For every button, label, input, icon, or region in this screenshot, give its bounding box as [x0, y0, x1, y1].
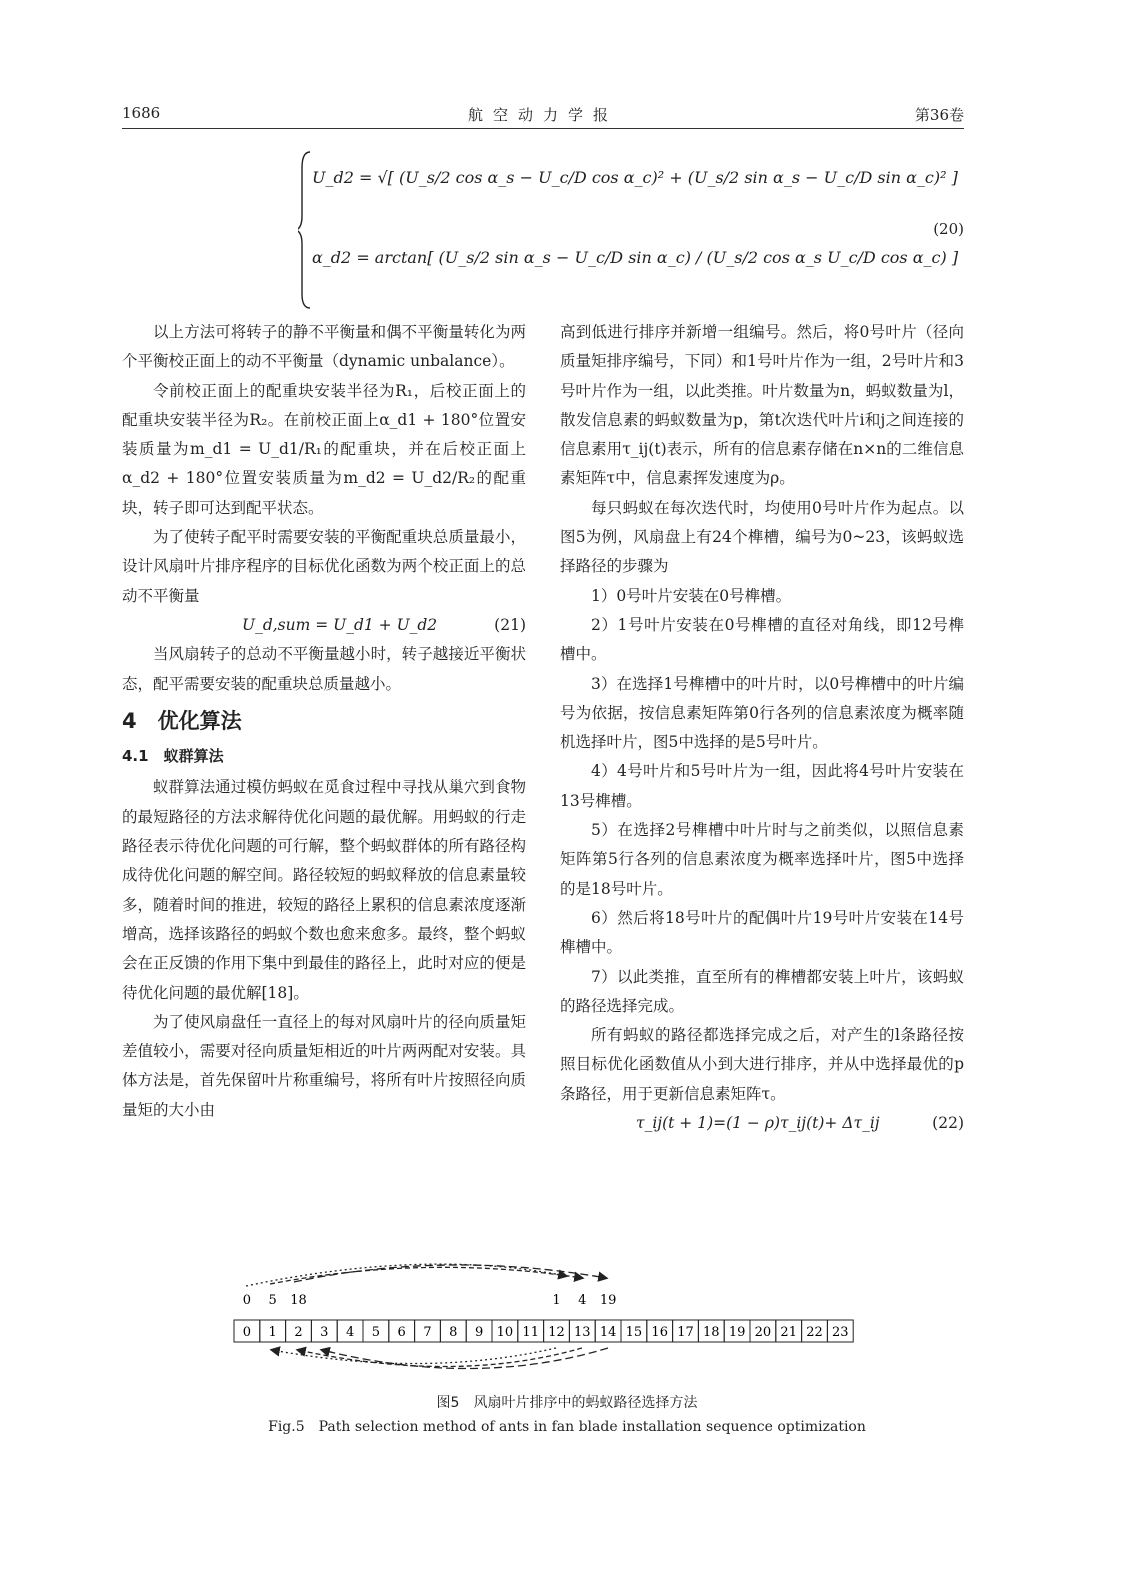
slot-label: 21 — [780, 1325, 797, 1340]
slot-label: 14 — [599, 1325, 617, 1340]
slot-label: 4 — [345, 1325, 355, 1340]
equation-22-body: τ_ij(t + 1)=(1 − ρ)τ_ij(t)+ Δτ_ij — [636, 1114, 880, 1133]
paragraph: 以上方法可将转子的静不平衡量和偶不平衡量转化为两个平衡校正面上的动不平衡量（dynamic unbalance）。 — [122, 323, 526, 371]
slot-row — [234, 1320, 853, 1342]
top-label-group — [243, 1293, 617, 1308]
slot-label: 8 — [449, 1325, 458, 1340]
slot-label: 2 — [294, 1325, 303, 1340]
top-label: 18 — [290, 1293, 307, 1308]
slot-label: 22 — [806, 1325, 823, 1340]
paragraph: 为了使风扇盘任一直径上的每对风扇叶片的径向质量矩差值较小，需要对径向质量矩相近的叶片两两配对安装。具体方法是，首先保留叶片称重编号，将所有叶片按照径向质量矩的大小由 — [122, 1012, 526, 1119]
paragraph: 令前校正面上的配重块安装半径为R₁，后校正面上的配重块安装半径为R₂。在前校正面上α_d1 + 180°位置安装质量为m_d1 = U_d1/R₁的配重块，并在后校正面上α_d2 + 180°位置安装质量为m_d2 = U_d2/R₂的配重块，转子即可达到配平状态。 — [122, 381, 526, 517]
equation-20-line-2: α_d2 = arctan[ (U_s/2 sin α_s − U_c/D sin α_c) / (U_s/2 cos α_s U_c/D cos α_c) ] — [312, 248, 959, 267]
slot-label: 17 — [677, 1325, 694, 1340]
equation-21-body: U_d,sum = U_d1 + U_d2 — [242, 615, 438, 634]
equation-20-line-1: U_d2 = √[ (U_s/2 cos α_s − U_c/D cos α_c)² + (U_s/2 sin α_s − U_c/D sin α_c)² ] — [312, 168, 958, 187]
step-item: 2）1号叶片安装在0号榫槽的直径对角线，即12号榫槽中。 — [560, 615, 964, 664]
arc-top-dotted — [246, 1264, 566, 1286]
figure-5 — [226, 1258, 866, 1398]
equation-number: (20) — [933, 220, 964, 238]
arc-bottom-dashed — [298, 1348, 582, 1367]
ant-path-diagram — [226, 1258, 866, 1388]
slot-label: 16 — [651, 1325, 668, 1340]
slot-label: 3 — [320, 1325, 329, 1340]
equation-21 — [122, 611, 526, 640]
paragraph: 高到低进行排序并新增一组编号。然后，将0号叶片（径向质量矩排序编号，下同）和1号叶片作为一组，2号叶片和3号叶片作为一组，以此类推。叶片数量为n，蚂蚁数量为l，散发信息素的蚂蚁数量为p，第t次迭代叶片i和j之间连接的信息素用τ_ij(t)表示，所有的信息素存储在n×n的二维信息素矩阵τ中，信息素挥发速度为ρ。 — [560, 323, 964, 488]
top-label: 19 — [599, 1293, 617, 1308]
step-item: 7）以此类推，直至所有的榫槽都安装上叶片，该蚂蚁的路径选择完成。 — [560, 967, 964, 1015]
paragraph: 为了使转子配平时需要安装的平衡配重块总质量最小，设计风扇叶片排序程序的目标优化函数为两个校正面上的总动不平衡量 — [122, 528, 526, 605]
slot-label: 1 — [268, 1325, 277, 1340]
slot-label: 6 — [397, 1325, 406, 1340]
equation-number: (22) — [932, 1114, 964, 1133]
slot-label: 11 — [522, 1325, 539, 1340]
slot-label: 13 — [574, 1325, 591, 1340]
paragraph: 当风扇转子的总动不平衡量越小时，转子越接近平衡状态，配平需要安装的配重块总质量越小。 — [122, 645, 526, 693]
figure-caption-en: Fig.5 Path selection method of ants in fan blade installation sequence optimization — [268, 1419, 866, 1435]
equation-number: (21) — [494, 615, 526, 634]
paragraph: 每只蚂蚁在每次迭代时，均使用0号叶片作为起点。以图5为例，风扇盘上有24个榫槽，编号为0~23，该蚂蚁选择路径的步骤为 — [560, 498, 964, 576]
subsection-heading: 4.1 蚁群算法 — [122, 747, 224, 766]
section-heading: 4 优化算法 — [122, 708, 242, 733]
slot-label: 7 — [423, 1325, 432, 1340]
top-label: 5 — [268, 1293, 277, 1308]
volume-label: 第36卷 — [914, 106, 964, 124]
arc-bottom-dashed-2 — [322, 1348, 608, 1369]
figure-caption-zh: 图5 风扇叶片排序中的蚂蚁路径选择方法 — [436, 1395, 698, 1411]
slot-label: 19 — [728, 1325, 746, 1340]
top-label: 1 — [552, 1293, 561, 1308]
page-number: 1686 — [122, 104, 161, 122]
journal-title: 航空动力学报 — [467, 106, 618, 124]
step-item: 5）在选择2号榫槽中叶片时与之前类似，以照信息素矩阵第5行各列的信息素浓度为概率选择叶片，图5中选择的是18号叶片。 — [560, 821, 964, 898]
slot-label: 20 — [754, 1325, 772, 1340]
running-head — [122, 104, 964, 129]
right-column — [560, 318, 964, 1138]
slot-label: 15 — [625, 1325, 643, 1340]
step-item: 4）4号叶片和5号叶片为一组，因此将4号叶片安装在13号榫槽。 — [560, 762, 964, 810]
equation-20 — [298, 148, 964, 313]
step-item: 1）0号叶片安装在0号榫槽。 — [591, 586, 792, 605]
left-column — [122, 318, 526, 1125]
arc-bottom-dotted — [272, 1348, 556, 1364]
paragraph: 所有蚂蚁的路径都选择完成之后，对产生的l条路径按照目标优化函数值从小到大进行排序，并从中选择最优的p条路径，用于更新信息素矩阵τ。 — [560, 1026, 964, 1103]
arc-top-dashed-2 — [294, 1265, 606, 1282]
step-item: 3）在选择1号榫槽中的叶片时，以0号榫槽中的叶片编号为依据，按信息素矩阵第0行各列的信息素浓度为概率随机选择叶片，图5中选择的是5号叶片。 — [560, 674, 964, 752]
top-label: 4 — [578, 1293, 587, 1308]
slot-label: 5 — [371, 1325, 381, 1340]
step-item: 6）然后将18号叶片的配偶叶片19号叶片安装在14号榫槽中。 — [560, 908, 964, 957]
top-label: 0 — [242, 1293, 252, 1308]
paragraph: 蚁群算法通过模仿蚂蚁在觅食过程中寻找从巢穴到食物的最短路径的方法求解待优化问题的最优解。用蚂蚁的行走路径表示待优化问题的可行解，整个蚂蚁群体的所有路径构成待优化问题的解空间。路径较短的蚂蚁释放的信息素量较多，随着时间的推进，较短的路径上累积的信息素浓度逐渐增高，选择该路径的蚂蚁个数也愈来愈多。最终，整个蚂蚁会在正反馈的作用下集中到最佳的路径上，此时对应的便是待优化问题的最优解[18]。 — [122, 778, 526, 1002]
slot-label: 0 — [242, 1325, 252, 1340]
equation-22 — [560, 1109, 964, 1138]
slot-label: 12 — [548, 1325, 565, 1340]
arc-top-dashed — [270, 1267, 582, 1284]
slot-label: 18 — [703, 1325, 720, 1340]
slot-label: 23 — [832, 1325, 849, 1340]
slot-label: 10 — [496, 1325, 514, 1340]
slot-label: 9 — [474, 1325, 484, 1340]
